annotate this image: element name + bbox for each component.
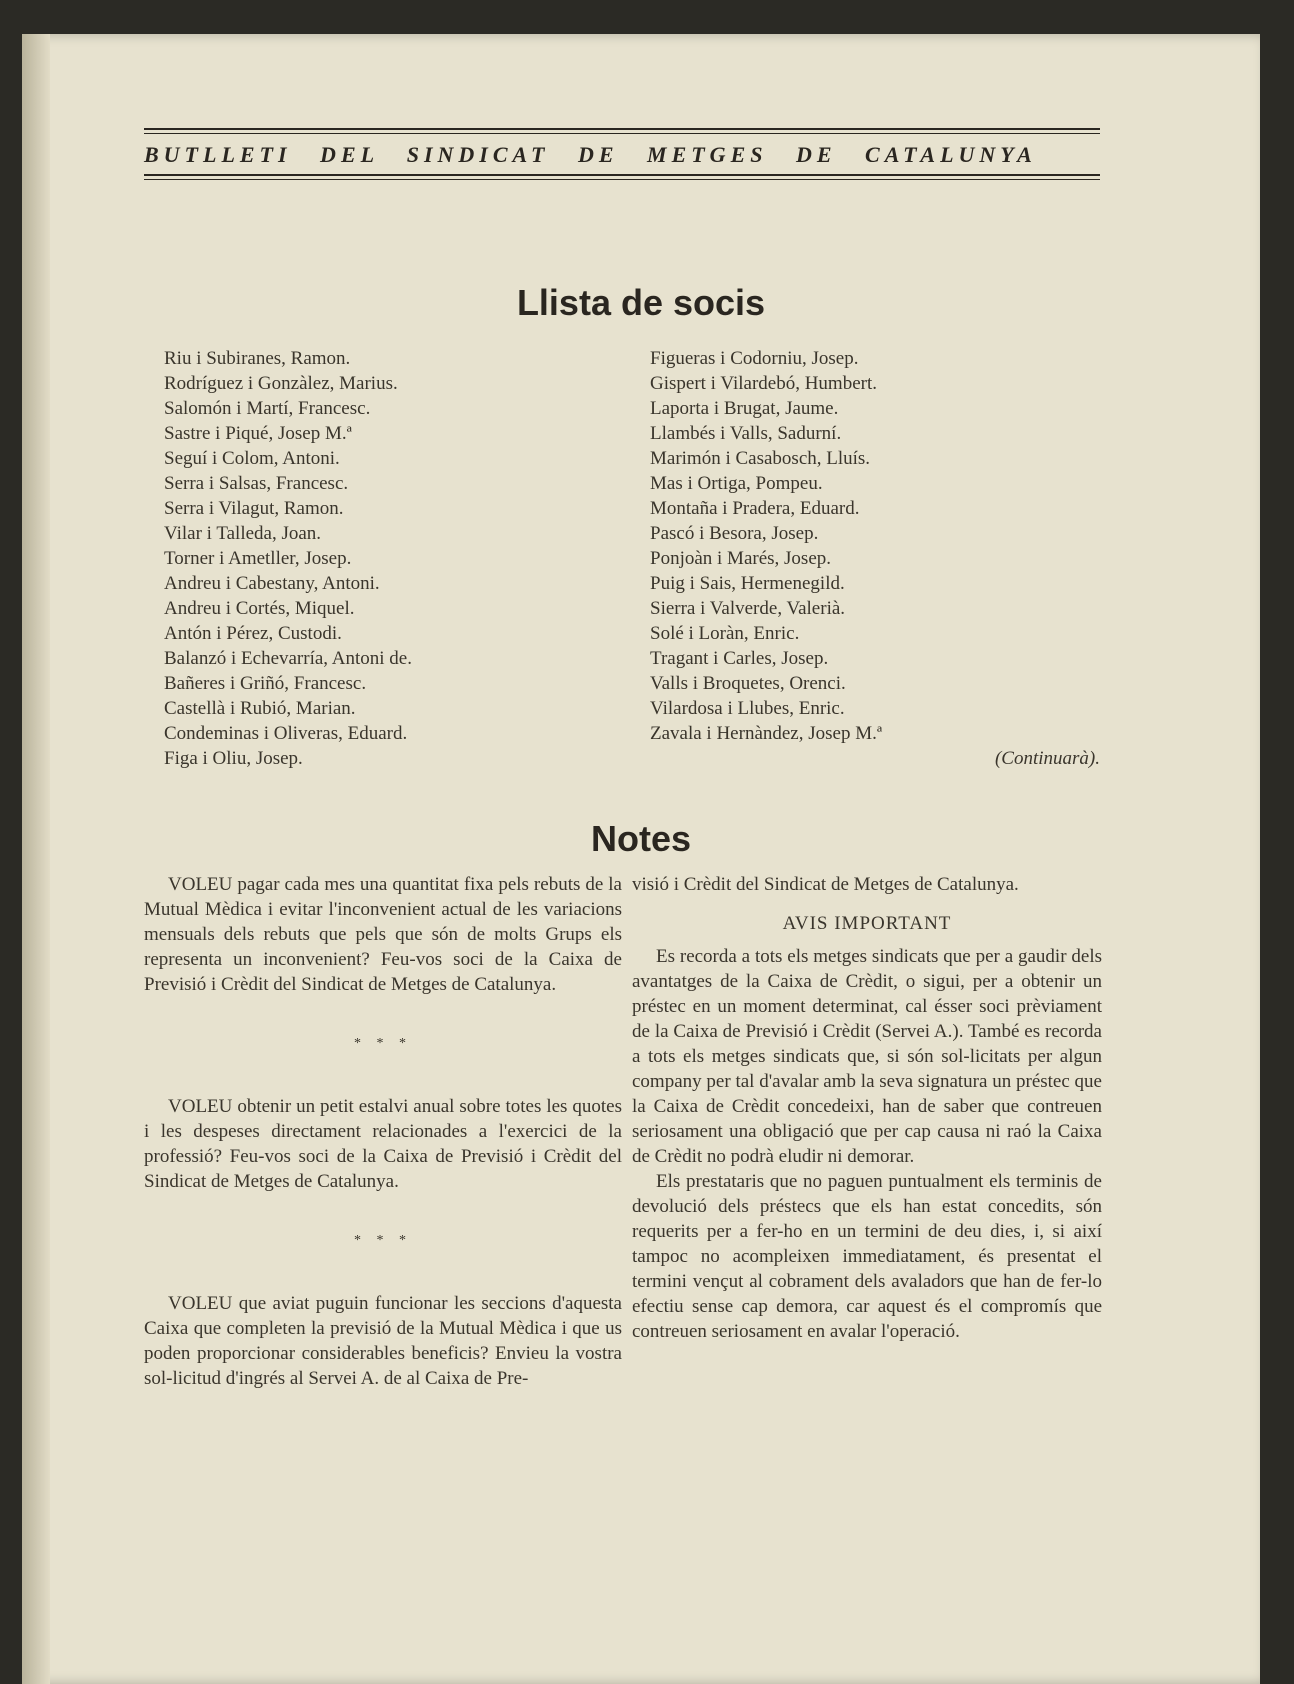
list-item: Sierra i Valverde, Valerià. — [650, 598, 846, 619]
note-paragraph: VOLEU pagar cada mes una quantitat fixa pels rebuts de la Mutual Mèdica i evitar l'inconvenient actual de les variacions mensuals dels rebuts que pels que són de molts Grups els representa un inconvenient? Feu-vos soci de la Caixa de Previsió i Crèdit del Sindicat de Metges de Catalunya. — [144, 874, 622, 995]
list-item: Castellà i Rubió, Marian. — [164, 698, 356, 719]
list-item: Pascó i Besora, Josep. — [650, 523, 819, 544]
list-item: Vilar i Talleda, Joan. — [164, 523, 322, 544]
continued-note: (Continuarà). — [994, 748, 1100, 769]
list-item: Montaña i Pradera, Eduard. — [650, 498, 860, 519]
notice-heading: AVIS IMPORTANT — [782, 913, 952, 934]
list-item: Solé i Loràn, Enric. — [650, 623, 800, 644]
running-header — [144, 128, 1100, 180]
list-item: Serra i Vilagut, Ramon. — [164, 498, 344, 519]
list-item: Torner i Ametller, Josep. — [164, 548, 352, 569]
list-item: Gispert i Vilardebó, Humbert. — [650, 373, 877, 394]
list-item: Sastre i Piqué, Josep M.ª — [164, 423, 352, 444]
list-item: Andreu i Cabestany, Antoni. — [164, 573, 380, 594]
header-bottom-rule — [144, 174, 1100, 180]
members-list-title: Llista de socis — [516, 282, 766, 323]
list-item: Laporta i Brugat, Jaume. — [650, 398, 839, 419]
list-item: Zavala i Hernàndez, Josep M.ª — [650, 723, 883, 744]
list-item: Llambés i Valls, Sadurní. — [650, 423, 842, 444]
notice-paragraph: Es recorda a tots els metges sindicats que per a gaudir dels avantatges de la Caixa de Crèdit, o sigui, per a obtenir un préstec en un moment determinat, cal ésser soci prèviament de la Caixa de Previsió i Crèdit (Servei A.). També es recorda a tots els metges sindicats que, si són sol-licitats per algun company per tal d'avalar amb la seva signatura un préstec que la Caixa de Crèdit concedeixi, han de saber que contreuen seriosament una obligació que per cap causa ni raó la Caixa de Crèdit no podrà eludir ni demorar. — [632, 946, 1102, 1167]
notes-title: Notes — [590, 818, 692, 859]
list-item: Antón i Pérez, Custodi. — [164, 623, 342, 644]
list-item: Salomón i Martí, Francesc. — [164, 398, 371, 419]
list-item: Balanzó i Echevarría, Antoni de. — [164, 648, 412, 669]
journal-page — [22, 34, 1260, 1684]
list-item: Mas i Ortiga, Pompeu. — [650, 473, 823, 494]
list-item: Ponjoàn i Marés, Josep. — [650, 548, 832, 569]
list-item: Valls i Broquetes, Orenci. — [650, 673, 846, 694]
list-item: Bañeres i Griñó, Francesc. — [164, 673, 367, 694]
list-item: Puig i Sais, Hermenegild. — [650, 573, 845, 594]
list-item: Figueras i Codorniu, Josep. — [650, 348, 859, 369]
list-item: Rodríguez i Gonzàlez, Marius. — [164, 373, 398, 394]
section-separator: * * * — [354, 1036, 412, 1051]
section-separator: * * * — [354, 1233, 412, 1248]
list-item: Figa i Oliu, Josep. — [164, 748, 303, 769]
note-paragraph: VOLEU obtenir un petit estalvi anual sobre totes les quotes i les despeses directament relacionades a l'exercici de la professió? Feu-vos soci de la Caixa de Previsió i Crèdit del Sindicat de Metges de Catalunya. — [144, 1096, 622, 1192]
list-item: Andreu i Cortés, Miquel. — [164, 598, 355, 619]
list-item: Riu i Subiranes, Ramon. — [164, 348, 351, 369]
list-item: Serra i Salsas, Francesc. — [164, 473, 349, 494]
notes-left-column — [144, 872, 622, 1391]
list-item: Vilardosa i Llubes, Enric. — [650, 698, 845, 719]
list-item: Seguí i Colom, Antoni. — [164, 448, 340, 469]
list-item: Marimón i Casabosch, Lluís. — [650, 448, 871, 469]
members-list-left — [164, 346, 564, 771]
notice-paragraph: Els prestataris que no paguen puntualment els terminis de devolució dels préstecs que els han estat concedits, són requerits per a fer-ho en un termini de deu dies, i, si així tampoc no acompleixen immediatament, és presentat el termini vençut al cobrament dels avaladors que han de fer-lo efectiu sense cap demora, car aquest és el compromís que contreuen seriosament en avalar l'operació. — [632, 1171, 1102, 1342]
note-paragraph: VOLEU que aviat puguin funcionar les seccions d'aquesta Caixa que completen la previsió de la Mutual Mèdica i que us poden proporcionar considerables beneficis? Envieu la vostra sol-licitud d'ingrés al Servei A. de al Caixa de Pre- — [144, 1293, 622, 1389]
running-title: BUTLLETI DEL SINDICAT DE METGES DE CATALUNYA — [144, 142, 1037, 167]
note-paragraph-continued: visió i Crèdit del Sindicat de Metges de Catalunya. — [632, 874, 1019, 895]
list-item: Condeminas i Oliveras, Eduard. — [164, 723, 408, 744]
list-item: Tragant i Carles, Josep. — [650, 648, 829, 669]
members-list-right — [650, 346, 1100, 771]
notes-right-column — [632, 872, 1102, 1344]
